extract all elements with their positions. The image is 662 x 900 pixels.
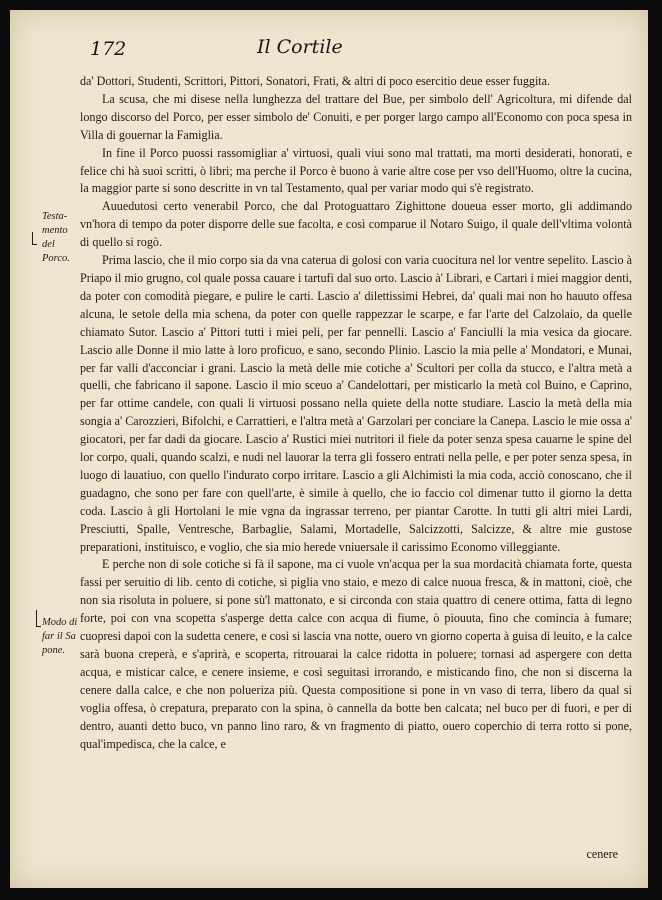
paragraph: In fine il Porco puossi rassomigliar a' virtuosi, quali viui sono mal trattati, ma morti desiderati, honorati, e felice chi hà suoi scritti, ò libri; ma perche il Porco è buono à varie altre cose per vso dell'Huomo, oltre la cucina, la maggior parte si sono descritte in vn tal Testamento, qual per variar modo qui s'è registrato. <box>80 145 632 196</box>
paragraph: Prima lascio, che il mio corpo sia da vna caterua di golosi con varia cuocitura nel lor ventre sepelito. Lascio à Priapo il mio grugno, col quale possa cauare i tartufi dal suo orto. Lascio à' Librari, e Cartari i miei maggior denti, da poter con comodità piegare, e pulire le carti. Lascio a' dilettissimi Hebrei, da' quali mai non ho hauuto offesa alcuna, le setole della mia schena, da poter con quelle rappezzar le scarpe, e far l'arte del Calzolaio, da quelle chiamato Sutor. Lascio a' Pittori tutti i miei peli, per far pennelli. Lascio a' Fanciulli la mia vesica da giocare. Lascio alle Donne il mio latte à loro proficuo, e sano, secondo Plinio. Lascio la mia pelle a' Mondatori, e Munai, per far valli d'acconciar i grani. Lascio la metà delle mie cotiche a' Scultori per colla da stucco, e l'altra metà a quelli, che fabricano il sapone. Lascio il mio sceuo a' Candelottari, per misticarlo la metà col Buino, e Caprino, per far ottime candele, con quali li virtuosi possano nella quiete della notte studiare. Lascio la metà della mia songia a' Carozzieri, Bifolchi, e Carrattieri, e l'altra metà a' Garzolari per conciare la Canepa. Lascio le mie ossa a' giocatori, per far dadi da giocare. Lascio a' Rustici miei nutritori il fiele da poter senza spesa cauarne le spine del lor corpo, quali, quando scalzi, e nudi nel lauorar la terra gli fossero entrati nella pelle, e per poter senza spesa, in luogo di lauatiuo, con quello l'indurato corpo irritare. Lascio a gli Alchimisti la mia coda, acciò conoscano, che il guadagno, che sono per fare con quell'arte, è simile à quello, che io faccio col dimenar tutto il giorno la detta coda. Lascio à gli Hortolani le mie vgna da ingrassar terreno, per piantar Carotte. In tutti gli altri miei Lardi, Presciutti, Spalle, Ventresche, Barbaglie, Salami, Mortadelle, Salcizzotti, Salcizze, & altre mie gustose preparationi, instituisco, e voglio, che sia mio herede vniuersale il carissimo Economo villeggiante. <box>80 253 632 554</box>
book-page <box>10 10 648 888</box>
running-title: Il Cortile <box>257 36 343 58</box>
main-text <box>80 73 632 753</box>
margin-bracket-mark <box>32 232 37 245</box>
margin-note-testament: Testa-mento del Porco. <box>42 211 70 264</box>
margin-bracket-mark <box>36 610 41 627</box>
paragraph: La scusa, che mi disese nella lunghezza del trattare del Bue, per simbolo dell' Agricoltura, mi difende dal longo discorso del Porco, per esser simbolo de' Conuiti, e per porger largo campo all'Economo con poca spesa in Villa di gouernar la Famiglia. <box>80 91 632 142</box>
page-number: 172 <box>90 38 127 60</box>
margin-note-soap: Modo di far il Sa pone. <box>42 617 78 656</box>
paragraph: E perche non di sole cotiche si fà il sapone, ma ci vuole vn'acqua per la sua mordacità chiamata forte, questa fassi per seruitio di lib. cento di cotiche, si piglia vno staio, e mezo di calce nuoua fresca, & in mattoni, cioè, che non sia risoluta in poluere, si pone sù'l mattonato, e si circonda con staia quattro di cenere ottima, fatta di legno forte, poi con vna scopetta s'asperge detta calce con acqua di fiume, ò piouuta, fino che comincia à fumare; cuopresi dapoi con la sudetta cenere, e così si lascia vna notte, ouero vn giorno coperta à guisa di leuito, e la calce sarà buona creperà, e s'aprirà, e scoperta, ritrouarai la calce ridotta in poluere; tornasi ad aspergere con detta acqua, e misticar calce, e cenere insieme, e così seguitasi irrorando, e misticando fino, che non si discerna la cenere dalla calce, e che non polueriza più. Questa compositione si pone in vn vaso di terra, libero da qual si voglia offesa, ò crepatura, preparato con la spina, ò cannella da botte ben calcata; nel buco per di fuori, e per di dentro, auanti detto buco, vn panno lino raro, & vn fragmento di piatto, ouero coperchio di terra rotto si pone, qual'impedisca, che la calce, e <box>80 557 632 751</box>
paragraph: da' Dottori, Studenti, Scrittori, Pittori, Sonatori, Frati, & altri di poco esercitio deue esser fuggita. <box>80 74 551 88</box>
catchword: cenere <box>586 847 618 861</box>
paragraph: Auuedutosi certo venerabil Porco, che dal Protoguattaro Zighittone doueua esser morto, gli addimando vn'hora di tempo da poter disporre delle sue facolta, e così comparue il Notaro Suigo, il quale dell'vltima volontà di quello si rogò. <box>80 199 632 250</box>
